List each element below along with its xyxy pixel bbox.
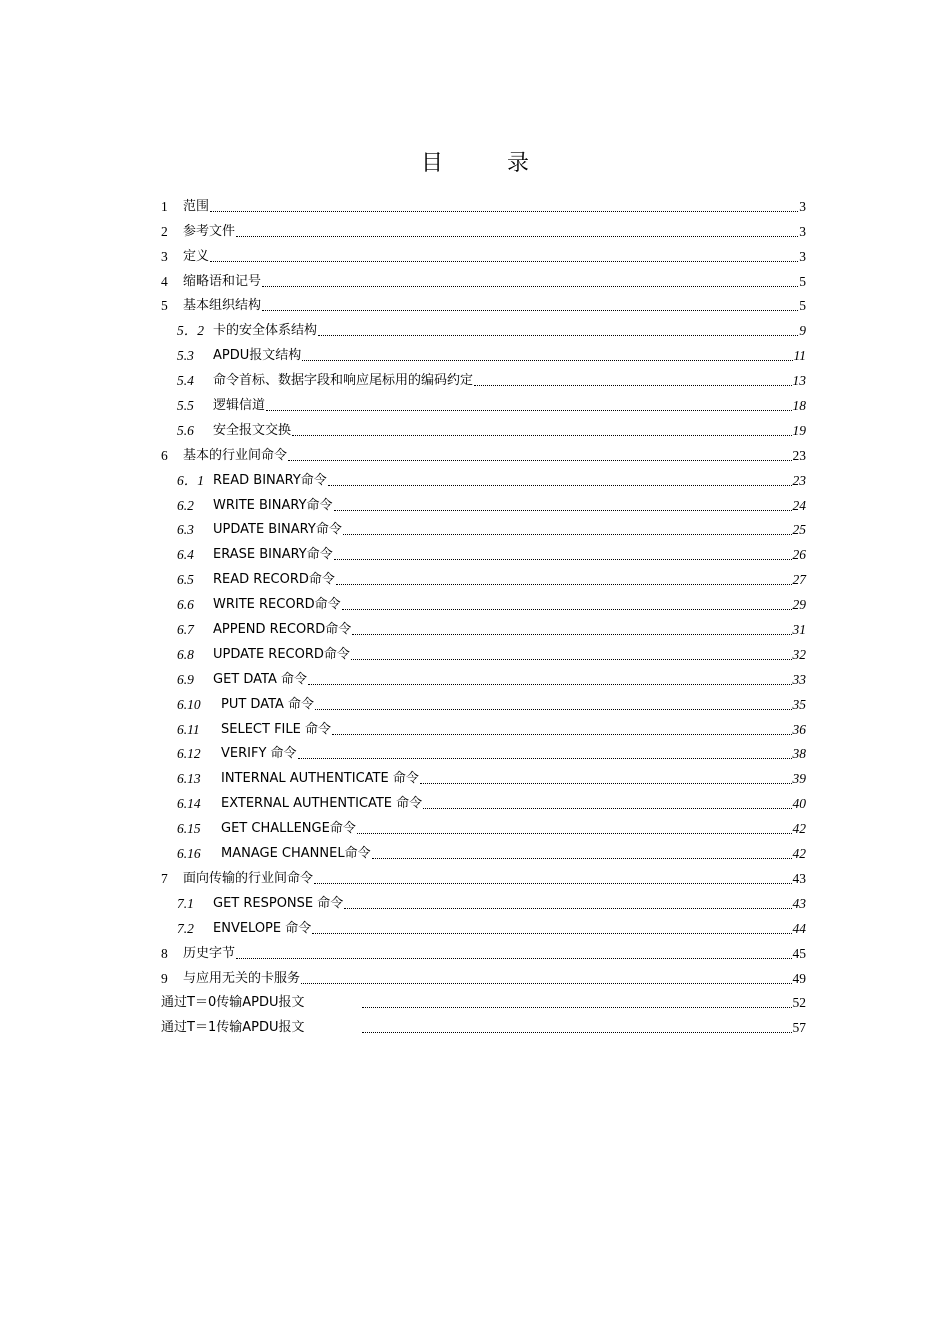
dot-leader bbox=[334, 558, 792, 560]
toc-entry-number: 1 bbox=[161, 198, 168, 214]
toc-entry[interactable] bbox=[161, 415, 806, 440]
toc-entry[interactable] bbox=[161, 938, 806, 963]
toc-entry-number: 9 bbox=[161, 970, 168, 986]
toc-entry-page-number: 44 bbox=[792, 920, 806, 936]
toc-entry-page-number: 36 bbox=[792, 721, 806, 737]
toc-entry-title: APDU报文结构 bbox=[213, 348, 302, 364]
toc-entry-number: 7.1 bbox=[177, 895, 194, 911]
toc-entry[interactable] bbox=[161, 266, 806, 291]
dot-leader bbox=[328, 484, 792, 486]
dot-leader bbox=[351, 658, 792, 660]
toc-entry-page-number: 43 bbox=[792, 895, 806, 911]
toc-entry-number: 5．2 bbox=[177, 323, 204, 339]
toc-entry[interactable] bbox=[161, 291, 806, 316]
toc-entry[interactable] bbox=[161, 788, 806, 813]
title-part-2: 录 bbox=[507, 151, 530, 176]
toc-entry-page-number: 49 bbox=[792, 970, 806, 986]
toc-entry-number: 5.5 bbox=[177, 398, 194, 414]
toc-entry-number: 6.5 bbox=[177, 572, 194, 588]
dot-leader bbox=[423, 807, 791, 809]
toc-entry[interactable] bbox=[161, 838, 806, 863]
toc-entry-number: 6.7 bbox=[177, 622, 194, 638]
toc-entry-page-number: 26 bbox=[792, 547, 806, 563]
toc-entry[interactable] bbox=[161, 988, 806, 1013]
table-of-contents bbox=[161, 191, 806, 1037]
toc-entry-number: 6.10 bbox=[177, 696, 201, 712]
toc-entry-title: WRITE BINARY命令 bbox=[213, 497, 333, 513]
toc-entry[interactable] bbox=[161, 440, 806, 465]
toc-entry-number: 5.4 bbox=[177, 373, 194, 389]
toc-entry-number: 7.2 bbox=[177, 920, 194, 936]
toc-entry[interactable] bbox=[161, 191, 806, 216]
dot-leader bbox=[342, 608, 792, 610]
toc-entry[interactable] bbox=[161, 689, 806, 714]
dot-leader bbox=[315, 708, 791, 710]
toc-entry-title: 安全报文交换 bbox=[213, 422, 292, 438]
title-part-1: 目 bbox=[420, 151, 443, 176]
toc-entry[interactable] bbox=[161, 714, 806, 739]
dot-leader bbox=[312, 932, 791, 934]
toc-entry-number: 6.6 bbox=[177, 597, 194, 613]
toc-entry[interactable] bbox=[161, 739, 806, 764]
dot-leader bbox=[362, 1031, 792, 1033]
toc-entry-page-number: 39 bbox=[792, 771, 806, 787]
toc-entry-number: 8 bbox=[161, 945, 168, 961]
toc-entry[interactable] bbox=[161, 340, 806, 365]
toc-entry-page-number: 42 bbox=[792, 846, 806, 862]
dot-leader bbox=[266, 409, 791, 411]
toc-entry[interactable] bbox=[161, 963, 806, 988]
toc-entry-title: 通过T＝0传输APDU报文 bbox=[161, 995, 305, 1011]
dot-leader bbox=[318, 334, 798, 336]
toc-entry[interactable] bbox=[161, 664, 806, 689]
toc-entry[interactable] bbox=[161, 390, 806, 415]
toc-entry-page-number: 31 bbox=[792, 622, 806, 638]
toc-entry-page-number: 43 bbox=[792, 870, 806, 886]
dot-leader bbox=[336, 583, 792, 585]
toc-entry-page-number: 35 bbox=[792, 696, 806, 712]
toc-entry-page-number: 13 bbox=[792, 373, 806, 389]
toc-entry-title: MANAGE CHANNEL命令 bbox=[221, 846, 371, 862]
toc-entry-page-number: 3 bbox=[799, 198, 806, 214]
dot-leader bbox=[298, 757, 792, 759]
toc-entry-number: 6.14 bbox=[177, 796, 201, 812]
toc-entry-title: VERIFY 命令 bbox=[221, 746, 297, 762]
toc-entry-number: 6.9 bbox=[177, 671, 194, 687]
toc-entry-page-number: 38 bbox=[792, 746, 806, 762]
toc-entry[interactable] bbox=[161, 639, 806, 664]
dot-leader bbox=[344, 907, 791, 909]
toc-entry-title: WRITE RECORD命令 bbox=[213, 597, 341, 613]
toc-entry-number: 6.4 bbox=[177, 547, 194, 563]
toc-entry-page-number: 29 bbox=[792, 597, 806, 613]
toc-entry-page-number: 18 bbox=[792, 398, 806, 414]
toc-entry-title: UPDATE BINARY命令 bbox=[213, 522, 342, 538]
dot-leader bbox=[292, 434, 791, 436]
toc-entry-page-number: 3 bbox=[799, 248, 806, 264]
dot-leader bbox=[301, 982, 791, 984]
toc-entry[interactable] bbox=[161, 813, 806, 838]
toc-entry-page-number: 24 bbox=[792, 497, 806, 513]
toc-entry-title: 卡的安全体系结构 bbox=[213, 323, 318, 339]
toc-entry-title: APPEND RECORD命令 bbox=[213, 622, 352, 638]
toc-entry-page-number: 33 bbox=[792, 671, 806, 687]
toc-entry[interactable] bbox=[161, 564, 806, 589]
dot-leader bbox=[210, 210, 798, 212]
page-title bbox=[0, 146, 950, 177]
dot-leader bbox=[357, 832, 792, 834]
toc-entry-title: GET CHALLENGE命令 bbox=[221, 821, 356, 837]
toc-entry-number: 3 bbox=[161, 248, 168, 264]
toc-entry-page-number: 23 bbox=[792, 447, 806, 463]
toc-entry[interactable] bbox=[161, 763, 806, 788]
toc-entry[interactable] bbox=[161, 614, 806, 639]
toc-entry-number: 6.3 bbox=[177, 522, 194, 538]
toc-entry-number: 7 bbox=[161, 870, 168, 886]
toc-entry-title: 命令首标、数据字段和响应尾标用的编码约定 bbox=[213, 373, 474, 389]
toc-entry-page-number: 5 bbox=[799, 273, 806, 289]
toc-entry-number: 5.6 bbox=[177, 422, 194, 438]
toc-entry-title: SELECT FILE 命令 bbox=[221, 721, 331, 737]
toc-entry-page-number: 42 bbox=[792, 821, 806, 837]
toc-entry-title: GET RESPONSE 命令 bbox=[213, 895, 344, 911]
toc-entry[interactable] bbox=[161, 490, 806, 515]
toc-entry[interactable] bbox=[161, 863, 806, 888]
dot-leader bbox=[372, 857, 792, 859]
dot-leader bbox=[332, 733, 792, 735]
toc-entry-number: 5 bbox=[161, 298, 168, 314]
toc-entry-page-number: 3 bbox=[799, 223, 806, 239]
dot-leader bbox=[362, 1006, 792, 1008]
dot-leader bbox=[210, 260, 798, 262]
toc-entry-title: GET DATA 命令 bbox=[213, 671, 307, 687]
toc-entry[interactable] bbox=[161, 888, 806, 913]
toc-entry-title: READ BINARY命令 bbox=[213, 472, 327, 488]
toc-entry[interactable] bbox=[161, 365, 806, 390]
toc-entry[interactable] bbox=[161, 216, 806, 241]
toc-entry-number: 6.2 bbox=[177, 497, 194, 513]
toc-entry-number: 6.15 bbox=[177, 821, 201, 837]
toc-entry-title: 历史字节 bbox=[183, 945, 236, 961]
toc-entry-number: 6.11 bbox=[177, 721, 200, 737]
toc-entry-page-number: 23 bbox=[792, 472, 806, 488]
toc-entry[interactable] bbox=[161, 465, 806, 490]
dot-leader bbox=[262, 309, 798, 311]
dot-leader bbox=[236, 957, 791, 959]
toc-entry-page-number: 27 bbox=[792, 572, 806, 588]
toc-entry-number: 6 bbox=[161, 447, 168, 463]
toc-entry-title: 基本组织结构 bbox=[183, 298, 262, 314]
toc-entry[interactable] bbox=[161, 515, 806, 540]
dot-leader bbox=[308, 683, 792, 685]
dot-leader bbox=[288, 459, 791, 461]
toc-entry-title: 面向传输的行业间命令 bbox=[183, 870, 314, 886]
toc-entry-title: 定义 bbox=[183, 248, 210, 264]
toc-entry[interactable] bbox=[161, 589, 806, 614]
toc-entry-page-number: 32 bbox=[792, 646, 806, 662]
toc-entry-title: ENVELOPE 命令 bbox=[213, 920, 312, 936]
toc-entry-number: 6.12 bbox=[177, 746, 201, 762]
toc-entry-page-number: 19 bbox=[792, 422, 806, 438]
toc-entry-page-number: 9 bbox=[799, 323, 806, 339]
toc-entry-page-number: 40 bbox=[792, 796, 806, 812]
toc-entry-page-number: 45 bbox=[792, 945, 806, 961]
toc-entry-title: 与应用无关的卡服务 bbox=[183, 970, 301, 986]
dot-leader bbox=[474, 384, 791, 386]
toc-entry-title: 参考文件 bbox=[183, 223, 236, 239]
toc-entry-title: ERASE BINARY命令 bbox=[213, 547, 333, 563]
toc-entry-number: 6.13 bbox=[177, 771, 201, 787]
toc-entry-page-number: 5 bbox=[799, 298, 806, 314]
dot-leader bbox=[334, 509, 792, 511]
toc-entry-page-number: 57 bbox=[792, 1020, 806, 1036]
dot-leader bbox=[236, 235, 798, 237]
toc-entry[interactable] bbox=[161, 241, 806, 266]
toc-entry[interactable] bbox=[161, 913, 806, 938]
toc-entry-title: 逻辑信道 bbox=[213, 398, 266, 414]
toc-entry-title: 范围 bbox=[183, 198, 210, 214]
toc-entry-number: 6.16 bbox=[177, 846, 201, 862]
toc-entry-title: UPDATE RECORD命令 bbox=[213, 646, 350, 662]
toc-entry-number: 4 bbox=[161, 273, 168, 289]
dot-leader bbox=[343, 533, 792, 535]
toc-entry-number: 6．1 bbox=[177, 472, 204, 488]
toc-entry-page-number: 52 bbox=[792, 995, 806, 1011]
toc-entry-page-number: 25 bbox=[792, 522, 806, 538]
dot-leader bbox=[262, 285, 798, 287]
toc-entry-number: 5.3 bbox=[177, 348, 194, 364]
toc-entry-number: 2 bbox=[161, 223, 168, 239]
toc-entry[interactable] bbox=[161, 1012, 806, 1037]
toc-entry-title: 通过T＝1传输APDU报文 bbox=[161, 1020, 305, 1036]
toc-entry[interactable] bbox=[161, 315, 806, 340]
dot-leader bbox=[302, 359, 792, 361]
toc-entry[interactable] bbox=[161, 539, 806, 564]
toc-entry-title: INTERNAL AUTHENTICATE 命令 bbox=[221, 771, 419, 787]
toc-entry-page-number: 11 bbox=[793, 348, 806, 364]
dot-leader bbox=[352, 633, 791, 635]
toc-entry-title: EXTERNAL AUTHENTICATE 命令 bbox=[221, 796, 423, 812]
toc-entry-title: 缩略语和记号 bbox=[183, 273, 262, 289]
toc-entry-title: READ RECORD命令 bbox=[213, 572, 335, 588]
dot-leader bbox=[420, 782, 792, 784]
toc-entry-number: 6.8 bbox=[177, 646, 194, 662]
dot-leader bbox=[314, 882, 791, 884]
toc-entry-title: PUT DATA 命令 bbox=[221, 696, 315, 712]
toc-entry-title: 基本的行业间命令 bbox=[183, 447, 288, 463]
